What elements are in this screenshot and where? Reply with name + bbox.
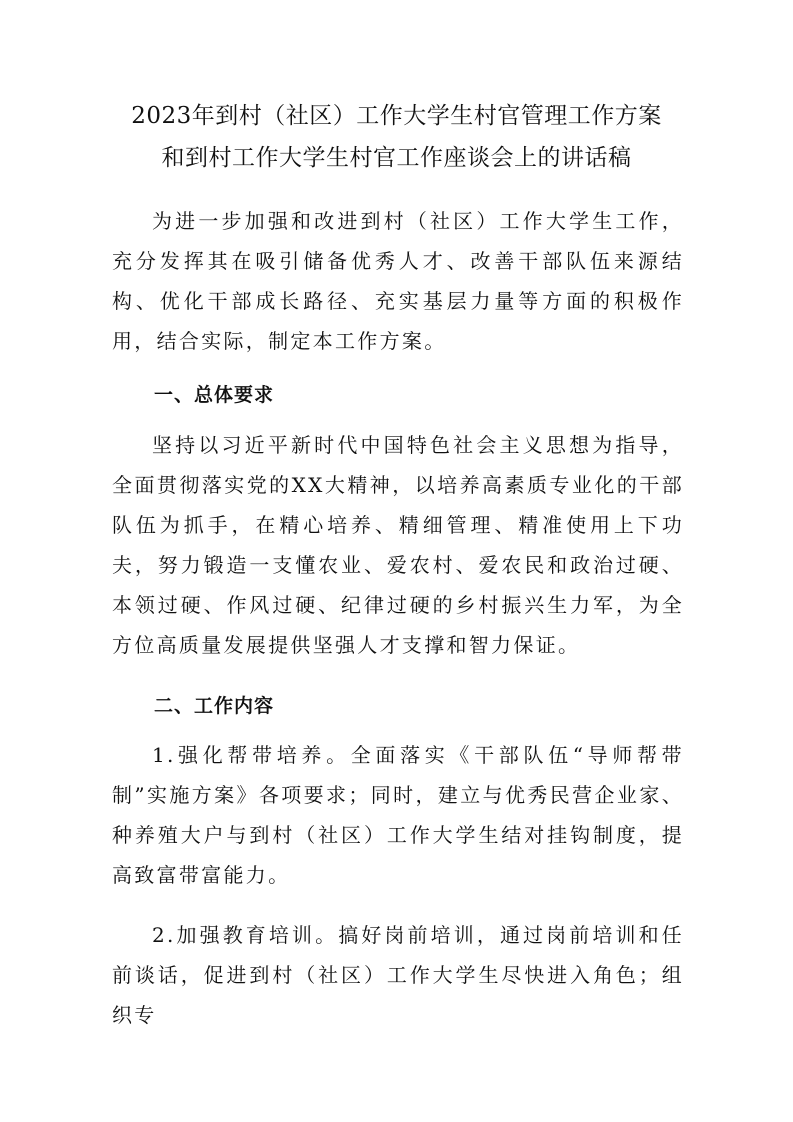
document-title-line-2: 和到村工作大学生村官工作座谈会上的讲话稿: [161, 145, 632, 171]
item2-paragraph: [112, 915, 684, 1035]
item1-paragraph: [112, 735, 684, 895]
item2-text: 2.加强教育培训。搞好岗前培训，通过岗前培训和任前谈话，促进到村（社区）工作大学生尽快进入角色；组织专: [112, 923, 684, 1027]
section1-paragraph: [112, 425, 684, 665]
section-heading-general-requirements: 一、总体要求: [154, 384, 275, 406]
section1-text: 坚持以习近平新时代中国特色社会主义思想为指导，全面贯彻落实党的XX大精神，以培养高素质专业化的干部队伍为抓手，在精心培养、精细管理、精准使用上下功夫，努力锻造一支懂农业、爱农村、爱农民和政治过硬、本领过硬、作风过硬、纪律过硬的乡村振兴生力军，为全方位高质量发展提供坚强人才支撑和智力保证。: [112, 433, 684, 657]
section-heading-work-content: 二、工作内容: [154, 695, 275, 717]
intro-text: 为进一步加强和改进到村（社区）工作大学生工作，充分发挥其在吸引储备优秀人才、改善干部队伍来源结构、优化干部成长路径、充实基层力量等方面的积极作用，结合实际，制定本工作方案。: [112, 209, 684, 353]
item1-text: 1.强化帮带培养。全面落实《干部队伍“导师帮带制”实施方案》各项要求；同时，建立与优秀民营企业家、种养殖大户与到村（社区）工作大学生结对挂钩制度，提高致富带富能力。: [112, 743, 684, 887]
intro-paragraph: [112, 201, 684, 361]
document-title-line-1: 2023年到村（社区）工作大学生村官管理工作方案: [131, 103, 662, 129]
